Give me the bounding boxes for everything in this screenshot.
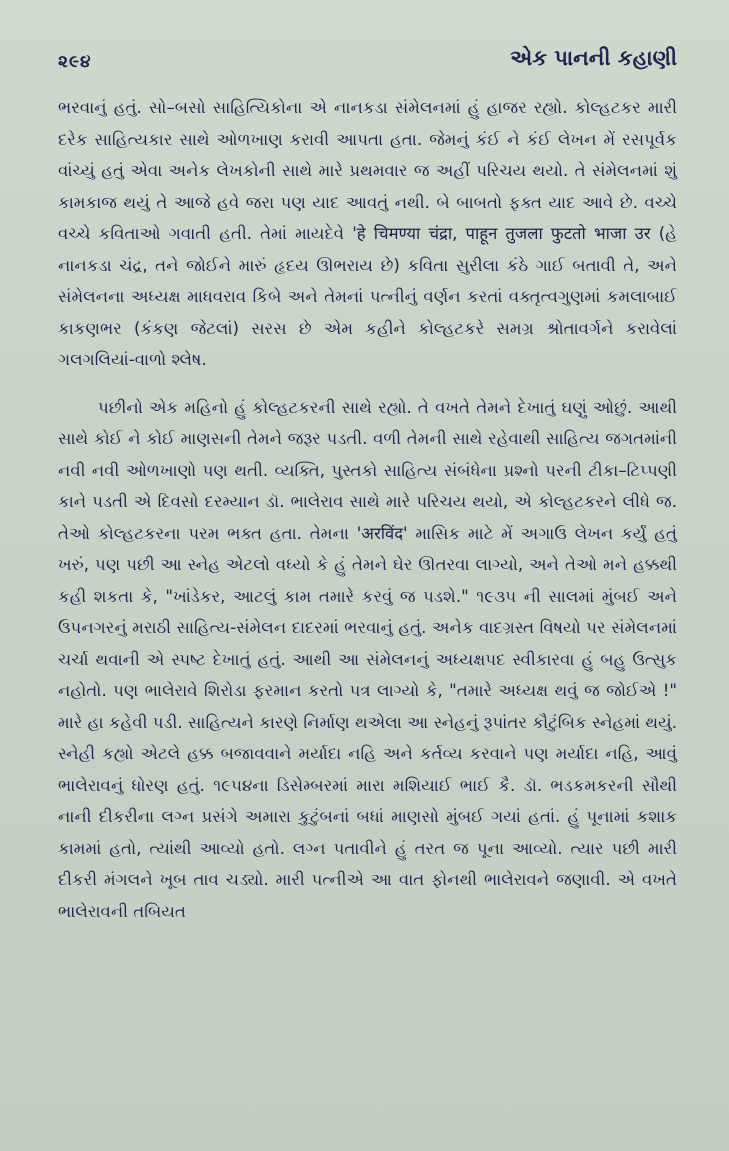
- paragraph-1: ભરવાનું હતું. સો–બસો સાહિત્યિકોના એ નાનકડા સંમેલનમાં હું હાજર રહ્યો. કોલ્હટકર મારી દરેક સાહિત્યકાર સાથે ઓળખાણ કરાવી આપતા હતા. જેમનું કંઈ ને કંઈ લેખન મેં રસપૂર્વક વાંચ્યું હતું એવા અનેક લેખકોની સાથે મારે પ્રથમવાર જ અહીં પરિચય થયો. તે સંમેલનમાં શું કામકાજ થયું તે આજે હવે જરા પણ યાદ આવતું નથી. બે બાબતો ફક્ત યાદ આવે છે. વચ્ચે વચ્ચે કવિતાઓ ગવાતી હતી. તેમાં માયદેવે 'हे चिमण्या चंद्रा, पाहून तुजला फुटतो भाजा उर (હે નાનકડા ચંદ્ર, તને જોઈને મારું હૃદય ઊભરાય છે) કવિતા સુરીલા કંઠે ગાઈ બતાવી તે, અને સંમેલનના અધ્યક્ષ માધવરાવ કિબે અને તેમનાં પત્નીનું વર્ણન કરતાં વક્તૃત્વગુણમાં કમલાબાઈ કાકણભર (કંકણ જેટલાં) સરસ છે એમ કહીને કોલ્હટકરે સમગ્ર શ્રોતાવર્ગને કરાવેલાં ગલગલિયાં-વાળો શ્લેષ.: [58, 98, 677, 369]
- page-number: ૨૯૪: [58, 52, 92, 72]
- body-text: [58, 92, 677, 927]
- running-title: એક પાનની કહાણી: [510, 46, 677, 70]
- page-header: [58, 0, 677, 92]
- paragraph-2: પછીનો એક મહિનો હું કોલ્હટકરની સાથે રહ્યો. તે વખતે તેમને દેખાતું ઘણું ઓછું. આથી સાથે કોઈ ને કોઈ માણસની તેમને જરૂર પડતી. વળી તેમની સાથે રહેવાથી સાહિત્ય જગતમાંની નવી નવી ઓળખાણો પણ થતી. વ્યક્તિ, પુસ્તકો સાહિત્ય સંબંધેના પ્રશ્નો પરની ટીકા–ટિપ્પણી કાને પડતી એ દિવસો દરમ્યાન ડૉ. ભાલેરાવ સાથે મારે પરિચય થયો, એ કોલ્હટકરને લીધે જ. તેઓ કોલ્હટકરના પરમ ભક્ત હતા. તેમના 'अरविंद' માસિક માટે મેં અગાઉ લેખન કર્યું હતું ખરું, પણ પછી આ સ્નેહ એટલો વધ્યો કે હું તેમને ઘેર ઊતરવા લાગ્યો, અને તેઓ મને હક્કથી કહી શકતા કે, "ખાંડેકર, આટલું કામ તમારે કરવું જ પડશે." ૧૯૩૫ ની સાલમાં મુંબઈ અને ઉપનગરનું મરાઠી સાહિત્ય-સંમેલન દાદરમાં ભરવાનું હતું. અનેક વાદગ્રસ્ત વિષયો પર સંમેલનમાં ચર્ચા થવાની એ સ્પષ્ટ દેખાતું હતું. આથી આ સંમેલનનું અધ્યક્ષપદ સ્વીકારવા હું બહુ ઉત્સુક નહોતો. પણ ભાલેરાવે શિરોડા ફરમાન કરતો પત્ર લાગ્યો કે, "તમારે અધ્યક્ષ થવું જ જોઈએ !" મારે હા કહેવી પડી. સાહિત્યને કારણે નિર્માણ થએલા આ સ્નેહનું રૂપાંતર કૌટુંબિક સ્નેહમાં થયું. સ્નેહી કહ્યો એટલે હક્ક બજાવવાને મર્યાદા નહિ અને કર્તવ્ય કરવાને પણ મર્યાદા નહિ, આવું ભાલેરાવનું ધોરણ હતું. ૧૯૫૪ના ડિસેમ્બરમાં મારા મશિયાઈ ભાઈ કૈ. ડૉ. ભડકમકરની સૌથી નાની દીકરીના લગ્ન પ્રસંગે અમારા કુટુંબનાં બધાં માણસો મુંબઈ ગયાં હતાં. હું પૂનામાં કશાક કામમાં હતો, ત્યાંથી આવ્યો હતો. લગ્ન પતાવીને હું તરત જ પૂના આવ્યો. ત્યાર પછી મારી દીકરી મંગલને ખૂબ તાવ ચડ્યો. મારી પત્નીએ આ વાત ફોનથી ભાલેરાવને જણાવી. એ વખતે ભાલેરાવની તબિયત: [58, 397, 677, 921]
